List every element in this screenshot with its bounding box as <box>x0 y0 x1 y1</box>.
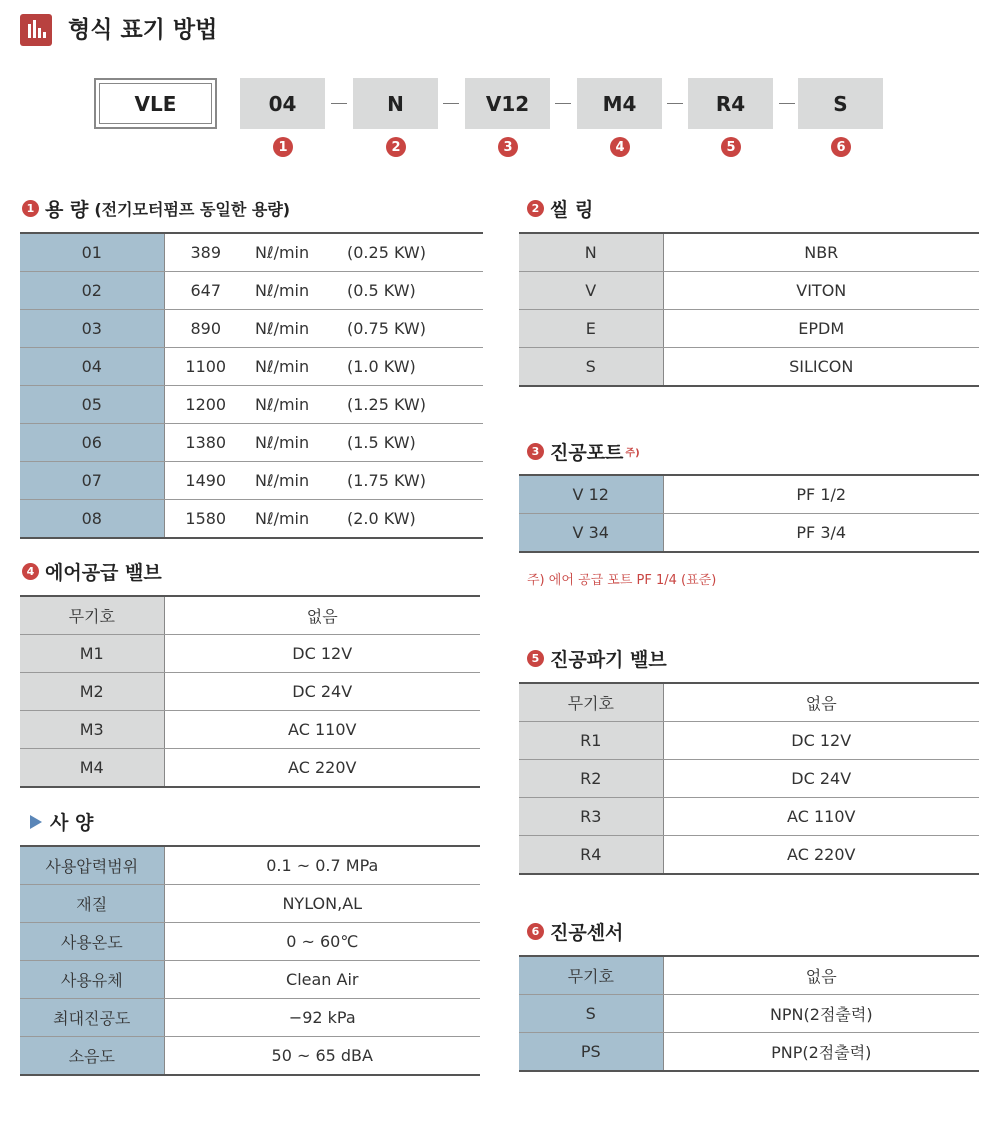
sealing-value-cell: EPDM <box>663 310 979 348</box>
capacity-flow-cell: 389 <box>164 233 247 272</box>
spec-key-cell: 사용온도 <box>20 923 164 961</box>
code-segment-air: M4 <box>577 78 662 129</box>
number-badge: 5 <box>721 137 741 157</box>
port-value-cell: PF 3/4 <box>796 523 847 542</box>
spec-value-cell: NYLON,AL <box>164 885 480 923</box>
capacity-kw-cell: (1.75 KW) <box>347 462 483 500</box>
dash <box>555 103 571 104</box>
page-title: 형식 표기 방법 <box>68 17 218 43</box>
code-segment-sensor: S <box>798 78 883 129</box>
breaker-value-cell: DC 24V <box>663 760 979 798</box>
air-key-cell: M3 <box>20 711 164 749</box>
capacity-kw-cell: (1.25 KW) <box>347 386 483 424</box>
capacity-code-cell: 06 <box>20 424 164 462</box>
table-row <box>519 514 979 553</box>
capacity-code-cell: 08 <box>20 500 164 539</box>
capacity-unit-cell: Nℓ/min <box>247 348 347 386</box>
port-note: 주) 에어 공급 포트 PF 1/4 (표준) <box>527 573 717 588</box>
spec-key-cell: 최대진공도 <box>20 999 164 1037</box>
sealing-key-cell: S <box>519 348 663 387</box>
sealing-key-cell: N <box>519 233 663 272</box>
table-row <box>20 348 483 386</box>
spec-value-cell: 0 ~ 60℃ <box>164 923 480 961</box>
table-row <box>519 683 979 722</box>
table-row <box>20 673 480 711</box>
sealing-value-cell: VITON <box>663 272 979 310</box>
table-row <box>20 749 480 788</box>
section-icon <box>20 14 52 46</box>
table-row <box>20 999 480 1037</box>
breaker-valve-heading: 5 진공파기 밸브 <box>527 645 667 672</box>
spec-key-cell: 소음도 <box>20 1037 164 1076</box>
breaker-key-cell: R4 <box>519 836 663 875</box>
spec-heading: 사 양 <box>30 808 93 835</box>
table-row <box>519 233 979 272</box>
air-key-cell: M2 <box>20 673 164 711</box>
table-row <box>519 995 979 1033</box>
air-value-cell: AC 110V <box>164 711 480 749</box>
sensor-key-cell: PS <box>519 1033 663 1072</box>
air-value-cell: 없음 <box>164 596 480 635</box>
sensor-value-cell: NPN(2점출력) <box>663 995 979 1033</box>
dash <box>667 103 683 104</box>
code-segment-capacity: 04 <box>240 78 325 129</box>
number-badge: 2 <box>386 137 406 157</box>
capacity-unit-cell: Nℓ/min <box>247 386 347 424</box>
breaker-valve-table <box>519 682 979 875</box>
port-table <box>519 474 979 553</box>
table-row <box>20 462 483 500</box>
sensor-table <box>519 955 979 1072</box>
capacity-heading: 1 용 량 (전기모터펌프 동일한 용량) <box>22 195 290 222</box>
sealing-table <box>519 232 979 387</box>
spec-key-cell: 사용압력범위 <box>20 846 164 885</box>
table-row <box>519 956 979 995</box>
capacity-code-cell: 04 <box>20 348 164 386</box>
capacity-code-cell: 01 <box>20 233 164 272</box>
capacity-unit-cell: Nℓ/min <box>247 310 347 348</box>
table-row <box>20 635 480 673</box>
capacity-flow-cell: 1380 <box>164 424 247 462</box>
dash <box>443 103 459 104</box>
spec-key-cell: 사용유체 <box>20 961 164 999</box>
table-row <box>20 233 483 272</box>
breaker-value-cell: AC 110V <box>663 798 979 836</box>
spec-key-cell: 재질 <box>20 885 164 923</box>
capacity-kw-cell: (1.5 KW) <box>347 424 483 462</box>
sensor-value-cell: 없음 <box>663 956 979 995</box>
capacity-flow-cell: 1200 <box>164 386 247 424</box>
code-segment-port: V12 <box>465 78 550 129</box>
sensor-heading: 6 진공센서 <box>527 918 623 945</box>
capacity-code-cell: 05 <box>20 386 164 424</box>
breaker-value-cell: AC 220V <box>787 845 856 864</box>
table-row <box>20 310 483 348</box>
capacity-flow-cell: 1100 <box>164 348 247 386</box>
capacity-code-cell: 02 <box>20 272 164 310</box>
port-value-cell: PF 1/2 <box>663 475 979 514</box>
air-valve-heading: 4 에어공급 밸브 <box>22 558 162 585</box>
table-row <box>519 272 979 310</box>
spec-value-cell: Clean Air <box>164 961 480 999</box>
capacity-kw-cell: (1.0 KW) <box>347 348 483 386</box>
number-badge: 3 <box>498 137 518 157</box>
table-row <box>519 1033 979 1072</box>
number-badge: 6 <box>831 137 851 157</box>
table-row <box>20 272 483 310</box>
code-segment-sealing: N <box>353 78 438 129</box>
sealing-heading: 2 씰 링 <box>527 195 593 222</box>
capacity-kw-cell: (0.75 KW) <box>347 310 483 348</box>
capacity-flow-cell: 890 <box>164 310 247 348</box>
table-row <box>519 722 979 760</box>
capacity-kw-cell: (2.0 KW) <box>347 509 416 528</box>
sensor-value-cell: PNP(2점출력) <box>771 1043 872 1062</box>
port-key-cell: V 34 <box>519 514 663 553</box>
table-row <box>20 596 480 635</box>
port-key-cell: V 12 <box>519 475 663 514</box>
table-row <box>20 424 483 462</box>
spec-table <box>20 845 480 1076</box>
code-segment-breaker: R4 <box>688 78 773 129</box>
table-row <box>20 711 480 749</box>
capacity-unit-cell: Nℓ/min <box>255 509 310 528</box>
port-heading: 3 진공포트 주) <box>527 438 640 465</box>
capacity-unit-cell: Nℓ/min <box>247 233 347 272</box>
model-code: VLE <box>99 83 212 124</box>
triangle-bullet-icon <box>30 815 42 829</box>
breaker-value-cell: DC 12V <box>663 722 979 760</box>
capacity-unit-cell: Nℓ/min <box>247 272 347 310</box>
air-key-cell: M1 <box>20 635 164 673</box>
table-row <box>20 1037 480 1076</box>
dash <box>331 103 347 104</box>
number-badge: 1 <box>273 137 293 157</box>
breaker-value-cell: 없음 <box>663 683 979 722</box>
capacity-code-cell: 03 <box>20 310 164 348</box>
table-row <box>519 310 979 348</box>
sealing-value-cell: NBR <box>663 233 979 272</box>
capacity-kw-cell: (0.25 KW) <box>347 233 483 272</box>
sealing-key-cell: V <box>519 272 663 310</box>
table-row <box>20 923 480 961</box>
air-key-cell: M4 <box>20 749 164 788</box>
capacity-unit-cell: Nℓ/min <box>247 462 347 500</box>
table-row <box>519 798 979 836</box>
breaker-key-cell: R1 <box>519 722 663 760</box>
air-value-cell: DC 12V <box>164 635 480 673</box>
spec-value-cell: 0.1 ~ 0.7 MPa <box>164 846 480 885</box>
sensor-key-cell: S <box>519 995 663 1033</box>
number-badge: 4 <box>610 137 630 157</box>
sealing-value-cell: SILICON <box>789 357 854 376</box>
model-code-box <box>94 78 217 129</box>
breaker-key-cell: R2 <box>519 760 663 798</box>
dash <box>779 103 795 104</box>
capacity-flow-cell: 1580 <box>185 509 227 528</box>
air-key-cell: 무기호 <box>20 596 164 635</box>
capacity-kw-cell: (0.5 KW) <box>347 272 483 310</box>
breaker-key-cell: R3 <box>519 798 663 836</box>
table-row <box>519 475 979 514</box>
capacity-flow-cell: 1490 <box>164 462 247 500</box>
sensor-key-cell: 무기호 <box>519 956 663 995</box>
table-row <box>20 961 480 999</box>
capacity-unit-cell: Nℓ/min <box>247 424 347 462</box>
air-valve-table <box>20 595 480 788</box>
capacity-table <box>20 232 483 539</box>
table-row <box>20 500 483 539</box>
sealing-key-cell: E <box>519 310 663 348</box>
table-row <box>20 846 480 885</box>
table-row <box>519 760 979 798</box>
breaker-key-cell: 무기호 <box>519 683 663 722</box>
table-row <box>519 836 979 875</box>
air-value-cell: AC 220V <box>288 758 357 777</box>
capacity-code-cell: 07 <box>20 462 164 500</box>
spec-value-cell: 50 ~ 65 dBA <box>271 1046 373 1065</box>
spec-value-cell: −92 kPa <box>164 999 480 1037</box>
table-row <box>20 885 480 923</box>
capacity-flow-cell: 647 <box>164 272 247 310</box>
air-value-cell: DC 24V <box>164 673 480 711</box>
table-row <box>20 386 483 424</box>
table-row <box>519 348 979 387</box>
